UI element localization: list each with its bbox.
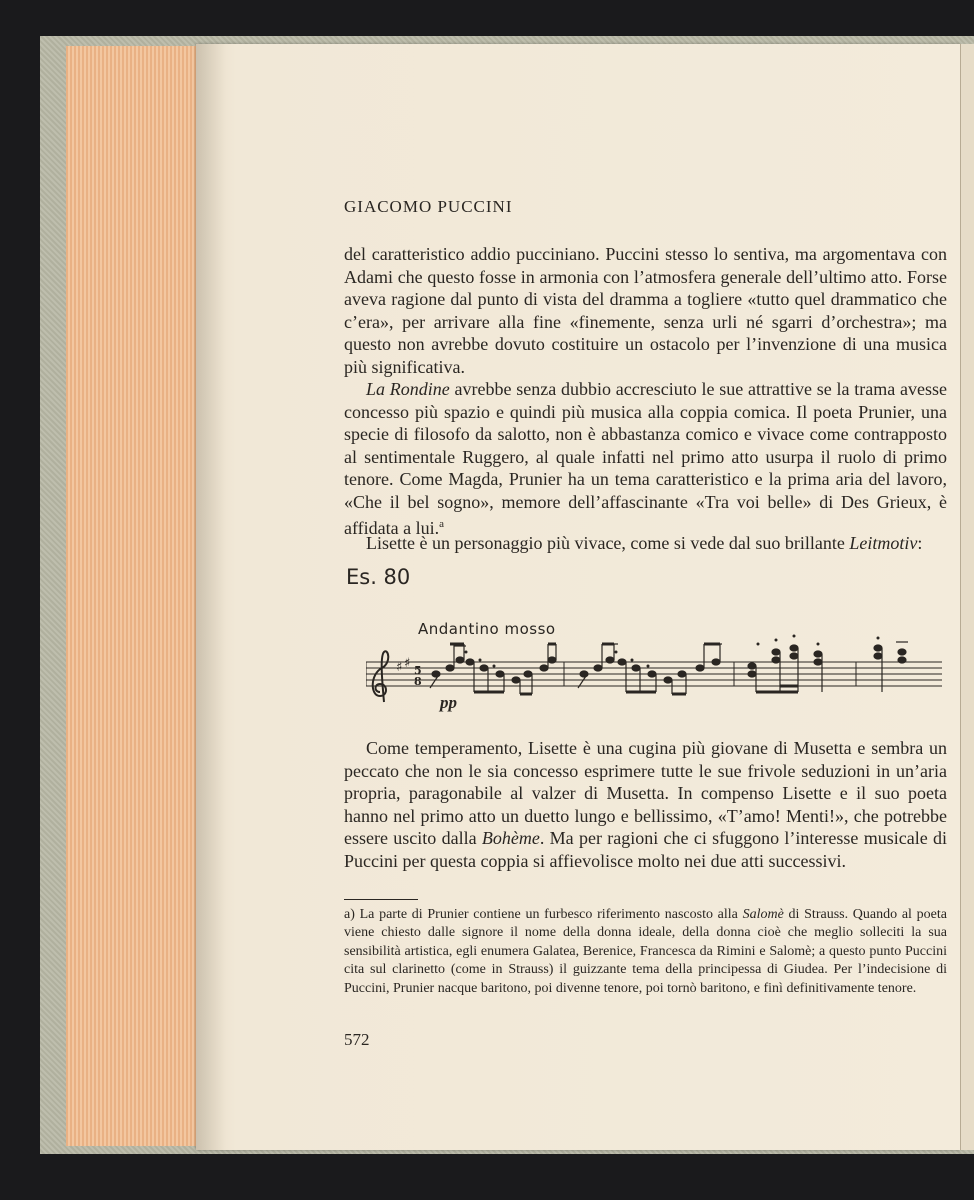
tempo-marking: Andantino mosso — [418, 620, 556, 638]
footnote-mark: a) — [344, 907, 355, 922]
svg-text:♯: ♯ — [404, 656, 411, 671]
page-right-edge — [960, 44, 974, 1150]
example-label: Es. 80 — [346, 565, 411, 589]
footnote — [344, 906, 947, 998]
footnote-rule — [344, 899, 418, 900]
title-salome: Salomè — [742, 907, 784, 922]
paragraph-4-tail: . Ma per ragioni che ci sfuggono l’interesse musicale di Puccini per questa coppia si affievolisce molto nei due atti successivi. — [344, 828, 947, 871]
paragraph-3-text: Lisette è un personaggio più vivace, come si vede dal suo brillante — [366, 533, 850, 553]
svg-text:8: 8 — [414, 675, 422, 688]
paragraph-3 — [344, 532, 947, 555]
title-boheme: Bohème — [481, 828, 540, 848]
paragraph-2-text: avrebbe senza dubbio accresciuto le sue attrattive se la trama avesse concesso più spazio e quindi più musica alla coppia comica. Il poeta Prunier, una specie di filosofo da salotto, non è abbastanza comico e vivace come contrapposto al sentimentale Ruggero, al quale infatti nel primo atto usurpa il ruolo di primo tenore. Come Magda, Prunier ha un tema caratteristico e la prima aria del lavoro, «Che il bel sogno», memore dell’affascinante «Tra voi belle» di Des Grieux, è affidata a lui. — [344, 379, 947, 538]
title-la-rondine: La Rondine — [366, 379, 450, 399]
paragraph-1: del caratteristico addio pucciniano. Puccini stesso lo sentiva, ma argomentava con Adami che questo fosse in armonia con l’atmosfera generale dell’ultimo atto. Forse aveva ragione dal punto di vista del dramma a togliere «tutto quel drammatico che c’era», per arrivare alla fine «finemente, senza urli né sgarri d’orchestra»; ma questo non avrebbe dovuto costituire un ostacolo per l’invenzione di una musica più significativa. — [344, 244, 947, 377]
page-edges — [66, 46, 204, 1146]
paragraph-4-text: Come temperamento, Lisette è una cugina più giovane di Musetta e sembra un peccato che non le sia concesso esprimere tutte le sue frivole seduzioni in un’aria propria, paragonabile al valzer di Musetta. In compenso Lisette e il suo poeta hanno nel primo atto un duetto lungo e bellissimo, «T’amo! Menti!», che potrebbe essere uscito dalla — [344, 738, 947, 848]
dynamic-marking: pp — [440, 693, 457, 712]
paragraph-3-tail: : — [917, 533, 923, 553]
footnote-ref[interactable]: a — [439, 518, 445, 530]
svg-text:5: 5 — [414, 664, 422, 677]
footnote-text: La parte di Prunier contiene un furbesco riferimento nascosto alla — [354, 907, 743, 922]
running-head: GIACOMO PUCCINI — [344, 197, 513, 216]
footnote-tail: di Strauss. Quando al poeta viene chiesto dalle signore il nome della donna ideale, della donna cioè che meglio solleciti la sua sensibilità artistica, egli enumera Galatea, Berenice, Francesca da Rimini e Salomè; a questo punto Puccini cita sul clarinetto (come in Strauss) il guizzante tema della principessa di Giudea. Per l’indecisione di Puccini, Prunier nacque baritono, poi divenne tenore, poi tornò baritono, e finì definitivamente tenore. — [344, 907, 947, 996]
term-leitmotiv: Leitmotiv — [849, 533, 918, 553]
page-number: 572 — [344, 1030, 370, 1049]
svg-text:♯: ♯ — [396, 660, 403, 675]
paragraph-2 — [344, 378, 947, 540]
spine-shadow — [196, 44, 226, 1150]
treble-clef — [373, 651, 389, 702]
paragraph-4 — [344, 737, 947, 872]
